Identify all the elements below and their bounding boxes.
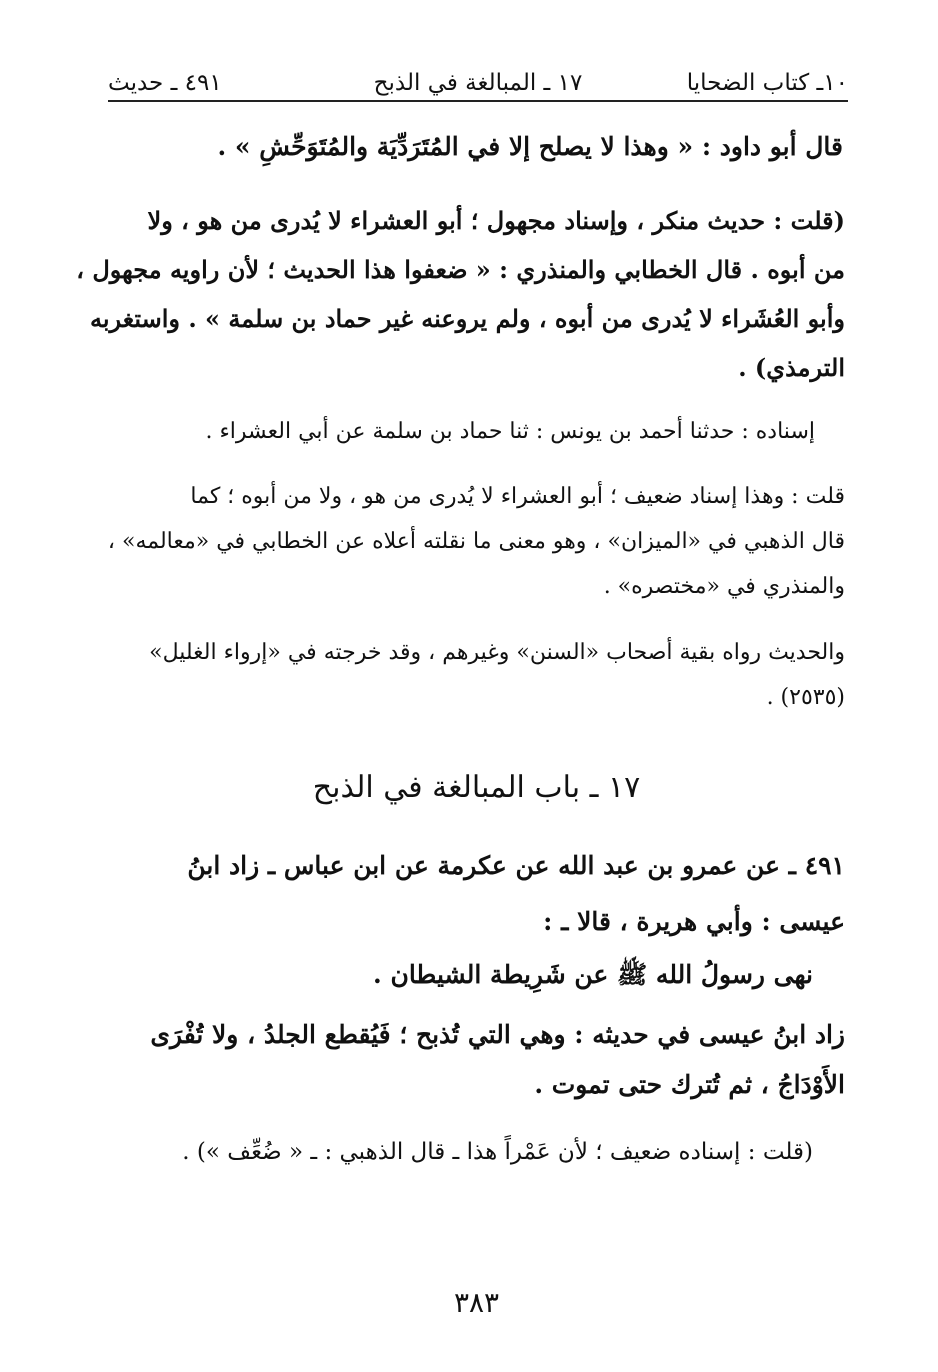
- note2-line: قلت : وهذا إسناد ضعيف ؛ أبو العشراء لا يُدرى من هو ، ولا من أبوه ؛ كما: [190, 484, 845, 509]
- note2-line: قال الذهبي في «الميزان» ، وهو معنى ما نقلته أعلاه عن الخطابي في «معالمه» ،: [107, 529, 845, 554]
- hadith-line: ٤٩١ ـ عن عمرو بن عبد الله عن عكرمة عن ابن عباس ـ زاد ابنُ: [187, 851, 845, 880]
- hadith-491-chain: [108, 838, 845, 950]
- sources-line: والحديث رواه بقية أصحاب «السنن» وغيرهم ، وقد خرجته في «إرواء الغليل»: [149, 640, 845, 665]
- quote-line: قال أبو داود : « وهذا لا يصلح إلا في المُتَرَدِّيَة والمُتَوَحِّشِ » .: [217, 132, 843, 161]
- isnad-line: إسناده : حدثنا أحمد بن يونس : ثنا حماد بن سلمة عن أبي العشراء .: [205, 419, 815, 444]
- commentary-note-1: [76, 196, 845, 392]
- note2-line: والمنذري في «مختصره» .: [603, 574, 845, 599]
- hadith-text: [108, 950, 813, 1000]
- header-chapter-title: ١٧ ـ المبالغة في الذبح: [373, 70, 583, 96]
- note1-line: من أبوه . قال الخطابي والمنذري : « ضعفوا هذا الحديث ؛ لأن راويه مجهول ،: [76, 255, 845, 284]
- running-header: [108, 62, 848, 102]
- note1-line: الترمذي) .: [738, 353, 845, 382]
- abu-dawud-quote: [108, 124, 843, 170]
- note1-line: وأبو العُشَراء لا يُدرى من أبوه ، ولم يروعنه غير حماد بن سلمة » . واستغربه: [89, 304, 845, 333]
- hadith-line: عيسى : وأبي هريرة ، قالا ـ :: [543, 907, 845, 936]
- header-hadith-number: ٤٩١ ـ حديث: [108, 70, 222, 96]
- header-rule: [108, 100, 848, 102]
- chapter-heading: ١٧ ـ باب المبالغة في الذبح: [312, 770, 641, 805]
- isnad-paragraph: [108, 412, 815, 452]
- note3-line: (قلت : إسناده ضعيف ؛ لأن عَمْراً هذا ـ قال الذهبي : ـ « ضُعِّف ») .: [182, 1139, 813, 1165]
- commentary-note-3: [108, 1130, 813, 1175]
- note1-line: (قلت : حديث منكر ، وإسناد مجهول ؛ أبو العشراء لا يُدرى من هو ، ولا: [147, 206, 845, 235]
- ibn-isa-addition: [108, 1010, 845, 1110]
- header-book-title: ١٠ـ كتاب الضحايا: [686, 70, 848, 96]
- page-number: ٣٨٣: [453, 1286, 500, 1319]
- sources-line: (٢٥٣٥) .: [766, 685, 845, 710]
- zad-line: زاد ابنُ عيسى في حديثه : وهي التي تُذبح ؛ فَيُقطع الجلدُ ، ولا تُفْرَى: [150, 1020, 845, 1049]
- commentary-note-2: [108, 474, 845, 609]
- matn-line: نهى رسولُ الله ﷺ عن شَرِيطة الشيطان .: [373, 960, 813, 989]
- hadith-sources-paragraph: [108, 630, 845, 720]
- zad-line: الأَوْدَاجُ ، ثم تُترك حتى تموت .: [534, 1070, 845, 1099]
